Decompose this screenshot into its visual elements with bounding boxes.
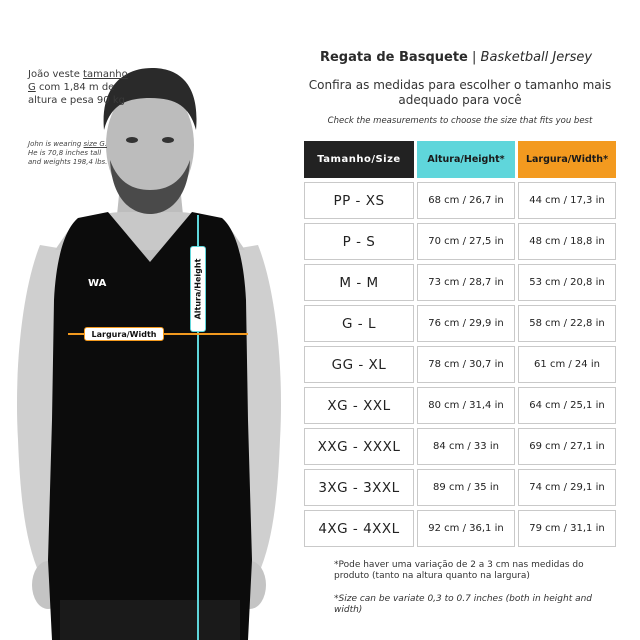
size-cell: 3XG - 3XXL	[304, 469, 414, 506]
column-header-width: Largura/Width*	[518, 141, 616, 178]
model-note-pt-after: com 1,84 m de altura e pesa 90 kg	[28, 82, 125, 106]
height-cell: 76 cm / 29,9 in	[417, 305, 515, 342]
width-cell: 79 cm / 31,1 in	[518, 510, 616, 547]
model-note-pt-before: João veste	[28, 69, 80, 80]
subtitle-pt: Confira as medidas para escolher o tamanho mais adequado para você	[308, 78, 612, 107]
height-cell: 92 cm / 36,1 in	[417, 510, 515, 547]
table-row	[304, 305, 616, 342]
width-label: Largura/Width	[84, 327, 164, 341]
size-cell: GG - XL	[304, 346, 414, 383]
table-row	[304, 264, 616, 301]
title-separator: |	[472, 50, 477, 65]
width-cell: 74 cm / 29,1 in	[518, 469, 616, 506]
jersey	[48, 212, 252, 640]
height-cell: 73 cm / 28,7 in	[417, 264, 515, 301]
model-right-eye	[162, 137, 174, 143]
table-row	[304, 223, 616, 260]
table-row	[304, 428, 616, 465]
width-cell: 61 cm / 24 in	[518, 346, 616, 383]
table-row	[304, 346, 616, 383]
size-cell: M - M	[304, 264, 414, 301]
height-cell: 68 cm / 26,7 in	[417, 182, 515, 219]
table-row	[304, 387, 616, 424]
height-label-text: Altura/Height	[193, 258, 203, 320]
model-note-en-before: John is wearing	[28, 140, 82, 148]
column-header-size: Tamanho/Size	[304, 141, 414, 178]
jersey-logo: WA	[88, 278, 107, 289]
model-shorts	[60, 600, 240, 640]
model-note-en-after: He is 70,8 inches tall and weights 198,4 lbs.	[28, 149, 108, 166]
size-cell: G - L	[304, 305, 414, 342]
title-pt: Regata de Basquete	[319, 50, 468, 65]
size-cell: P - S	[304, 223, 414, 260]
width-cell: 64 cm / 25,1 in	[518, 387, 616, 424]
width-cell: 53 cm / 20,8 in	[518, 264, 616, 301]
height-cell: 89 cm / 35 in	[417, 469, 515, 506]
table-header-row	[304, 141, 616, 178]
size-cell: PP - XS	[304, 182, 414, 219]
subtitle-en: Check the measurements to choose the size that fits you best	[327, 116, 593, 126]
height-cell: 80 cm / 31,4 in	[417, 387, 515, 424]
width-cell: 58 cm / 22,8 in	[518, 305, 616, 342]
width-cell: 44 cm / 17,3 in	[518, 182, 616, 219]
size-cell: 4XG - 4XXL	[304, 510, 414, 547]
height-cell: 70 cm / 27,5 in	[417, 223, 515, 260]
size-cell: XG - XXL	[304, 387, 414, 424]
variation-note-en: *Size can be variate 0,3 to 0.7 inches (both in height and width)	[334, 594, 593, 615]
height-cell: 84 cm / 33 in	[417, 428, 515, 465]
size-table	[304, 141, 616, 551]
column-header-height: Altura/Height*	[417, 141, 515, 178]
width-cell: 69 cm / 27,1 in	[518, 428, 616, 465]
model-note-pt	[28, 68, 128, 107]
model-left-eye	[126, 137, 138, 143]
width-cell: 48 cm / 18,8 in	[518, 223, 616, 260]
height-label	[190, 246, 206, 332]
size-cell: XXG - XXXL	[304, 428, 414, 465]
variation-note-pt: *Pode haver uma variação de 2 a 3 cm nas medidas do produto (tanto na altura quanto na largura)	[334, 560, 584, 581]
table-row	[304, 469, 616, 506]
model-note-pt-size: tamanho G	[28, 69, 128, 93]
title-en: Basketball Jersey	[480, 50, 593, 65]
table-row	[304, 182, 616, 219]
model-note-en-size: size G.	[83, 140, 107, 148]
height-cell: 78 cm / 30,7 in	[417, 346, 515, 383]
model-note-en	[28, 140, 108, 167]
page-title	[306, 50, 606, 65]
table-row	[304, 510, 616, 547]
